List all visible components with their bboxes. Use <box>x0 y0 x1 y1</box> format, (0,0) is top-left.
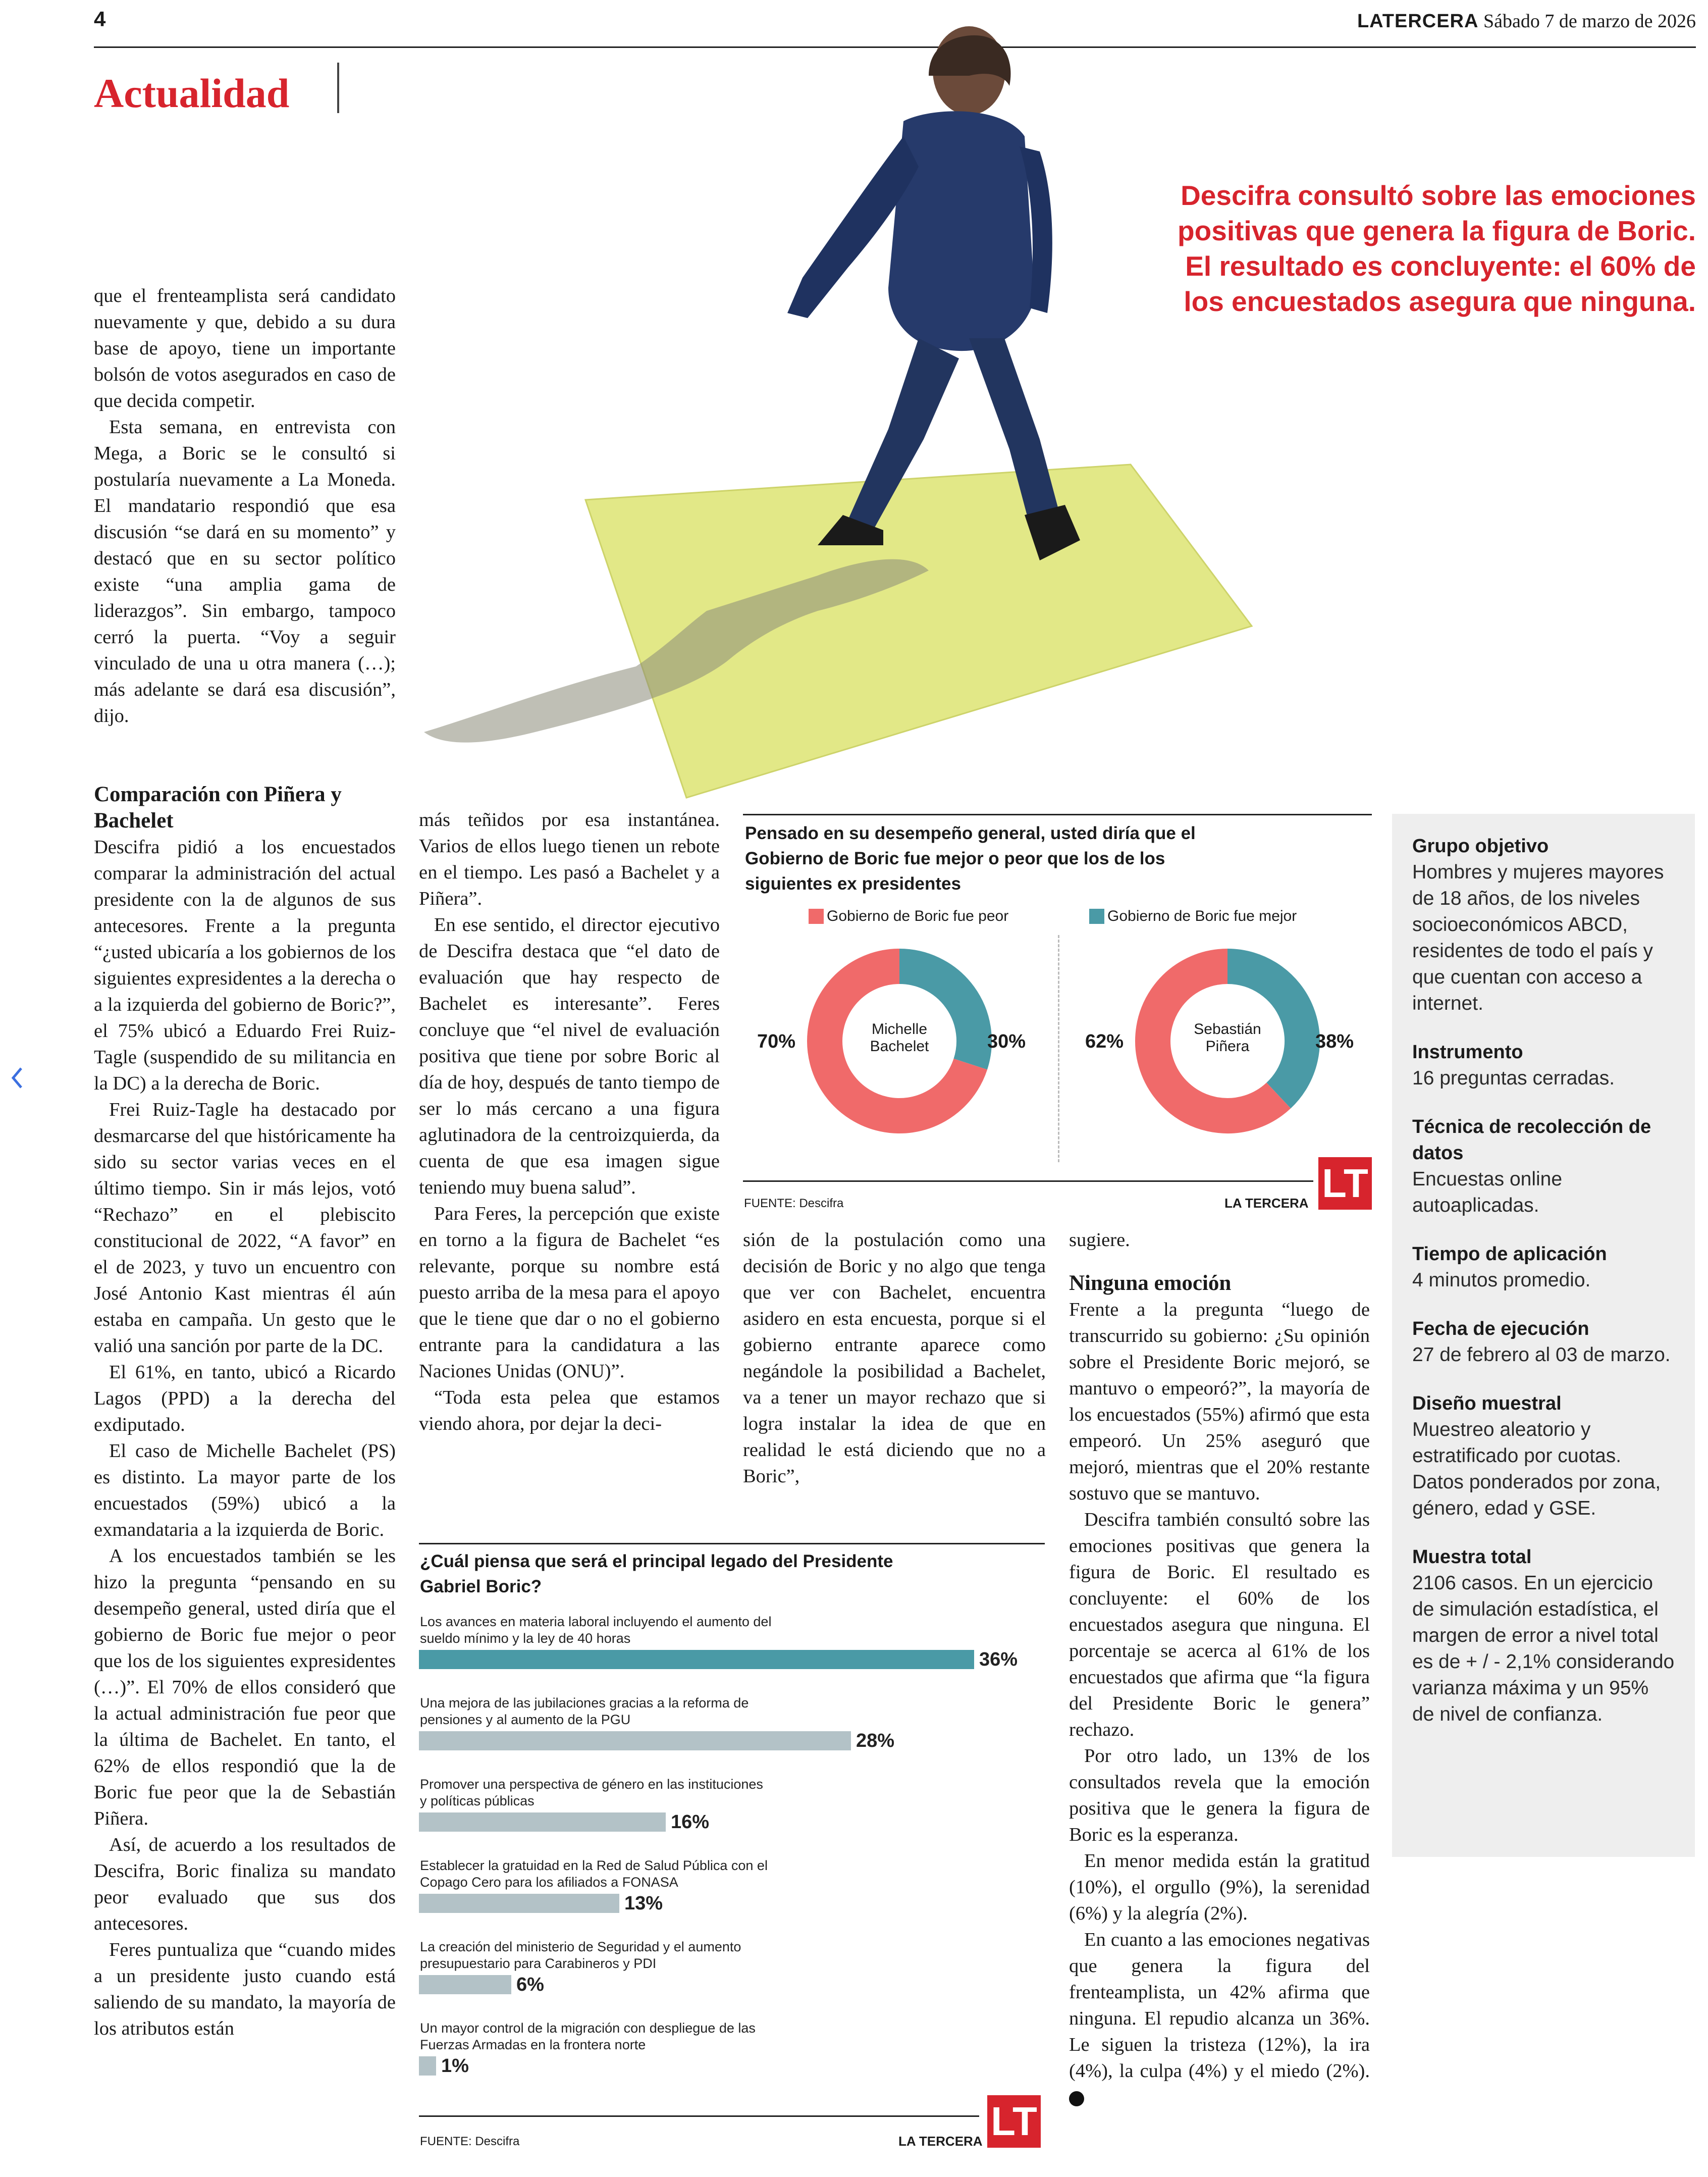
bar-category-label: La creación del ministerio de Seguridad y el aumento presupuestario para Carabineros y PDI <box>420 1939 741 1971</box>
pct-pinera-mejor: 38% <box>1315 1031 1354 1052</box>
column-4 <box>1069 1227 1370 2110</box>
paragraph: Para Feres, la percepción que existe en torno a la figura de Bachelet “es relevante, porque su nombre está puesto arriba de la mesa para el apoyo que le tiene que dar o no el gobierno entrante para la candidatura a las Naciones Unidas (ONU)”. <box>419 1203 720 1382</box>
donut-label-bachelet: Michelle Bachelet <box>870 1021 929 1055</box>
paragraph: “Toda esta pelea que estamos viendo ahora, por dejar la deci- <box>419 1387 720 1434</box>
paragraph: Así, de acuerdo a los resultados de Descifra, Boric finaliza su mandato peor evaluado que sus dos antecesores. <box>94 1834 396 1934</box>
legend-mejor <box>1089 908 1297 925</box>
bar-category-label: Una mejora de las jubilaciones gracias a la reforma de pensiones y al aumento de la PGU <box>420 1695 749 1727</box>
donut-chart-box <box>743 814 1372 1213</box>
sidebar-item-text: Hombres y mujeres mayores de 18 años, de los niveles socioeconómicos ABCD, residentes de todo el país y que cuentan con acceso a internet. <box>1412 861 1664 1014</box>
pct-pinera-peor: 62% <box>1085 1031 1124 1052</box>
lt-logo: LT <box>987 2095 1041 2148</box>
paragraph: Feres puntualiza que “cuando mides a un presidente justo cuando está saliendo de su mandato, la mayoría de los atributos están <box>94 1939 396 2039</box>
paragraph <box>1069 1927 1370 2110</box>
sidebar-item-title: Muestra total <box>1412 1546 1532 1568</box>
pct-bachelet-mejor: 30% <box>987 1031 1026 1052</box>
sidebar-item <box>1412 1114 1675 1219</box>
sidebar-item-text: Encuestas online autoaplicadas. <box>1412 1168 1563 1216</box>
sidebar-item <box>1412 833 1675 1017</box>
bar-value-label: 16% <box>671 1811 710 1833</box>
sidebar-item-text: 27 de febrero al 03 de marzo. <box>1412 1344 1671 1366</box>
bar <box>419 1650 974 1669</box>
pullquote: Descifra consultó sobre las emociones positivas que genera la figura de Boric. El resultado es concluyente: el 60% de los encuestados asegura que ninguna. <box>1178 180 1696 317</box>
bar-source: FUENTE: Descifra <box>420 2135 520 2148</box>
paragraph: que el frenteamplista será candidato nuevamente y que, debido a su dura base de apoyo, tiene un importante bolsón de votos asegurados en caso de que decida competir. <box>94 285 396 411</box>
bar-category-label: Promover una perspectiva de género en las instituciones y políticas públicas <box>420 1777 763 1808</box>
column-1-top <box>94 283 396 729</box>
brand-name: LATERCERA <box>1357 11 1479 32</box>
pct-bachelet-peor: 70% <box>757 1031 796 1052</box>
bar-category-label: Establecer la gratuidad en la Red de Salud Pública con el Copago Cero para los afiliados a FONASA <box>420 1858 768 1890</box>
bar <box>419 1731 851 1750</box>
legend-peor <box>809 908 1008 925</box>
illustration-walking-man <box>404 15 1322 803</box>
sidebar-item <box>1412 1241 1675 1293</box>
sidebar-item-title: Tiempo de aplicación <box>1412 1243 1607 1265</box>
paragraph: Descifra también consultó sobre las emociones positivas que genera la figura de Boric. El resultado es concluyente: el 60% de los encuestados asegura que ninguna. El porcentaje se acerca al 61% de los encuestados que afirma que “la figura del Presidente Boric le genera” rechazo. <box>1069 1509 1370 1740</box>
donut-bottom-rule <box>743 1180 1313 1182</box>
bar <box>419 2056 436 2076</box>
bar-value-label: 28% <box>856 1730 895 1751</box>
methodology-sidebar <box>1392 814 1695 1857</box>
sidebar-item-title: Técnica de recolección de datos <box>1412 1116 1651 1164</box>
end-mark-icon <box>1069 2091 1084 2106</box>
paragraph: Descifra pidió a los encuestados comparar la administración del actual presidente con la de algunos de sus antecesores. Frente a la pregunta “¿usted ubicaría a los gobiernos de los siguientes expresidentes a la derecha o a la izquierda del gobierno de Boric?”, el 75% ubicó a Eduardo Frei Ruiz-Tagle (suspendido de su militancia en la DC) a la derecha de Boric. <box>94 837 396 1094</box>
paragraph: sión de la postulación como una decisión de Boric y no algo que tenga que ver con Bachelet, encuentra asidero en esta encuesta, porque si el gobierno entrante aparece como negándole la posibilidad a Bachelet, va a tener un mayor rechazo que si logra instalar la idea de que en realidad le está diciendo que no a Boric”, <box>743 1229 1046 1487</box>
legend-label: Gobierno de Boric fue peor <box>827 908 1009 924</box>
paragraph-text: En cuanto a las emociones negativas que genera la figura del frenteamplista, un 42% afirma que ninguna. El repudio alcanza un 36%. Le siguen la tristeza (12%), la ira (4%), la culpa (4%) y el miedo (2%). <box>1069 1929 1370 2082</box>
sidebar-item-title: Grupo objetivo <box>1412 836 1549 857</box>
column-2 <box>419 807 720 1437</box>
donut-top-rule <box>743 814 1372 815</box>
bar-bottom-rule <box>419 2115 979 2117</box>
bar <box>419 1975 511 1994</box>
donut-chart-title: Pensado en su desempeño general, usted diría que el Gobierno de Boric fue mejor o peor que los de los siguientes ex presidentes <box>745 823 1196 894</box>
paragraph: En menor medida están la gratitud (10%), el orgullo (9%), la serenidad (6%) y la alegría (2%). <box>1069 1850 1370 1924</box>
section-title: Actualidad <box>94 70 290 116</box>
donut-source: FUENTE: Descifra <box>744 1197 844 1210</box>
paragraph: A los encuestados también se les hizo la pregunta “pensando en su desempeño general, usted diría que el gobierno de Boric fue mejor o peor que los de los siguientes expresidentes (…)”. El 70% de ellos consideró que la actual administración fue peor que la última de Bachelet. En tanto, el 62% de ellos respondió que la de Boric fue peor que la de Sebastián Piñera. <box>94 1545 396 1829</box>
sidebar-item-title: Instrumento <box>1412 1042 1523 1063</box>
sidebar-item <box>1412 1316 1675 1368</box>
paragraph: Frei Ruiz-Tagle ha destacado por desmarcarse del que históricamente ha sido su sector varias veces en el último tiempo. Sin ir más lejos, votó “Rechazo” en el plebiscito constitucional de 2022, “A favor” en el de 2023, y tuvo un encuentro con José Antonio Kast mientras él aún estaba en campaña. Un gesto que le valió una sanción por parte de la DC. <box>94 1099 396 1357</box>
subhead-comparacion: Comparación con Piñera y Bachelet <box>94 783 342 833</box>
paragraph: En ese sentido, el director ejecutivo de Descifra destaca que “el dato de evaluación que hay respecto de Bachelet es interesante”. Feres concluye que “el nivel de evaluación positiva que tiene por sobre Boric al día de hoy, después de tanto tiempo de ser lo más cercano a una figura aglutinadora de la centroizquierda, da cuenta de que esa imagen sigue teniendo muy buena salud”. <box>419 914 720 1198</box>
bar <box>419 1812 666 1832</box>
sidebar-item-text: Muestreo aleatorio y estratificado por cuotas. Datos ponderados por zona, género, edad y GSE. <box>1412 1419 1661 1519</box>
sidebar-item-text: 16 preguntas cerradas. <box>1412 1067 1615 1089</box>
legend-swatch-teal <box>1089 909 1104 924</box>
paragraph: sugiere. <box>1069 1229 1130 1251</box>
bar-value-label: 1% <box>441 2055 469 2077</box>
donut-brand: LA TERCERA <box>1224 1196 1309 1211</box>
bar-chart-title: ¿Cuál piensa que será el principal legado del Presidente Gabriel Boric? <box>420 1551 893 1596</box>
bar-value-label: 6% <box>516 1974 544 1995</box>
sidebar-item-title: Fecha de ejecución <box>1412 1318 1589 1339</box>
page-number: 4 <box>94 7 106 31</box>
legend-label: Gobierno de Boric fue mejor <box>1107 908 1297 924</box>
bar-category-label: Los avances en materia laboral incluyendo el aumento del sueldo mínimo y la ley de 40 horas <box>420 1614 772 1646</box>
column-3 <box>743 1227 1046 1489</box>
bars-area <box>419 1614 1045 2093</box>
sidebar-item-text: 2106 casos. En un ejercicio de simulación estadística, el margen de error a nivel total es de + / - 2,1% considerando varianza máxima y un 95% de nivel de confianza. <box>1412 1572 1675 1725</box>
masthead-date <box>1357 10 1696 32</box>
bar-value-label: 13% <box>624 1893 663 1914</box>
column-1-bottom <box>94 782 396 2042</box>
bar <box>419 1894 619 1913</box>
legend-swatch-salmon <box>809 909 824 924</box>
chevron-left-icon[interactable] <box>9 1065 24 1091</box>
paragraph: más teñidos por esa instantánea. Varios de ellos luego tienen un rebote en el tiempo. Les pasó a Bachelet y a Piñera”. <box>419 809 720 909</box>
donut-divider <box>1058 935 1059 1162</box>
date: Sábado 7 de marzo de 2026 <box>1483 11 1696 32</box>
paragraph: El caso de Michelle Bachelet (PS) es distinto. La mayor parte de los encuestados (59%) ubicó a la exmandataria a la izquierda de Boric. <box>94 1440 396 1540</box>
bar-value-label: 36% <box>979 1649 1018 1670</box>
sidebar-item-text: 4 minutos promedio. <box>1412 1269 1591 1291</box>
paragraph: Frente a la pregunta “luego de transcurrido su gobierno: ¿Su opinión sobre el Presidente Boric mejoró, se mantuvo o empeoró?”, la mayoría de los encuestados (55%) afirmó que esta empeoró. Un 25% aseguró que mejoró, mientras que el 20% restante sostuvo que se mantuvo. <box>1069 1299 1370 1504</box>
sidebar-item-title: Diseño muestral <box>1412 1393 1562 1414</box>
sidebar-item <box>1412 1039 1675 1092</box>
lt-logo: LT <box>1318 1157 1372 1210</box>
paragraph: El 61%, en tanto, ubicó a Ricardo Lagos (PPD) a la derecha del exdiputado. <box>94 1362 396 1435</box>
bar-category-label: Un mayor control de la migración con despliegue de las Fuerzas Armadas en la frontera norte <box>420 2020 756 2052</box>
sidebar-item <box>1412 1390 1675 1522</box>
paragraph: Esta semana, en entrevista con Mega, a Boric se le consultó si postularía nuevamente a La Moneda. El mandatario respondió que esa discusión “se dará en su momento” y destacó que en su sector político existe “una amplia gama de liderazgos”. Sin embargo, tampoco cerró la puerta. “Voy a seguir vinculado de una u otra manera (…); más adelante se dará esa discusión”, dijo. <box>94 417 396 727</box>
bar-top-rule <box>419 1543 1045 1544</box>
paragraph: Por otro lado, un 13% de los consultados revela que la emoción positiva que le genera la figura de Boric es la esperanza. <box>1069 1745 1370 1845</box>
bar-brand: LA TERCERA <box>898 2134 983 2149</box>
sidebar-item <box>1412 1544 1675 1728</box>
bar-chart-box <box>419 1543 1048 2164</box>
subhead-ninguna-emocion: Ninguna emoción <box>1069 1271 1232 1295</box>
section-divider <box>337 63 339 113</box>
donut-label-pinera: Sebastián Piñera <box>1194 1021 1261 1055</box>
